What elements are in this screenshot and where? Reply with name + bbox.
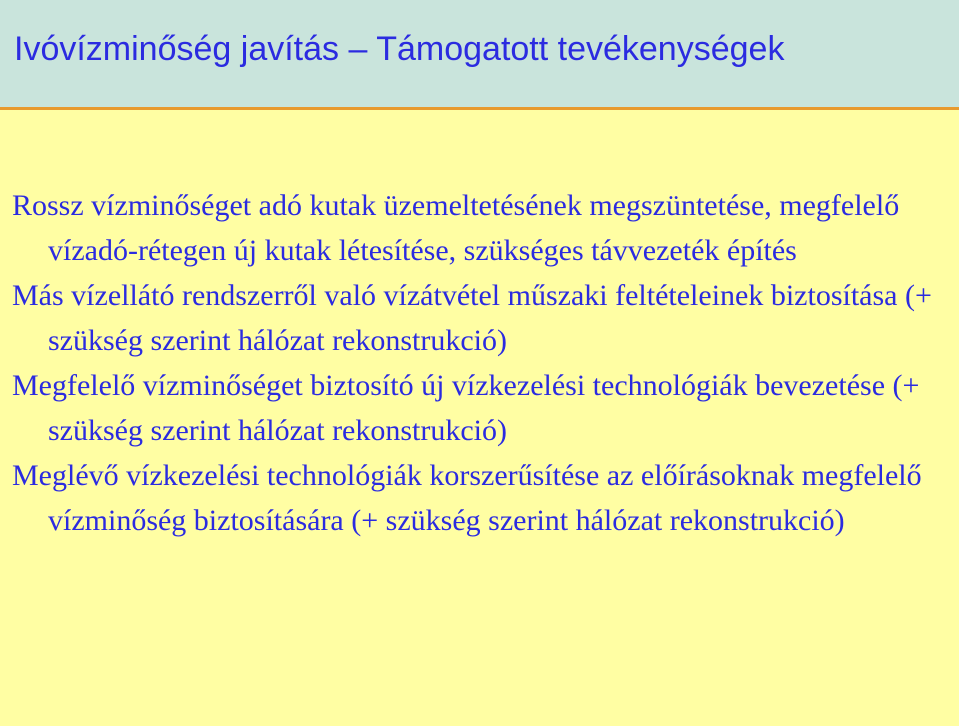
list-item: Más vízellátó rendszerről való vízátvétel műszaki feltételeinek biztosítása (+ szükség szerint hálózat rekonstrukció): [12, 279, 932, 357]
list-item: Rossz vízminőséget adó kutak üzemeltetésének megszüntetése, megfelelő vízadó-rétegen új kutak létesítése, szükséges távvezeték építés: [12, 189, 900, 267]
slide-body: [12, 183, 947, 543]
list-item: Meglévő vízkezelési technológiák korszerűsítése az előírásoknak megfelelő vízminőség biztosítására (+ szükség szerint hálózat rekonstrukció): [12, 459, 922, 537]
list-item: Megfelelő vízminőséget biztosító új vízkezelési technológiák bevezetése (+ szükség szerint hálózat rekonstrukció): [12, 369, 920, 447]
slide-title: Ivóvízminőség javítás – Támogatott tevékenységek: [14, 30, 785, 68]
title-bar: [0, 0, 959, 110]
